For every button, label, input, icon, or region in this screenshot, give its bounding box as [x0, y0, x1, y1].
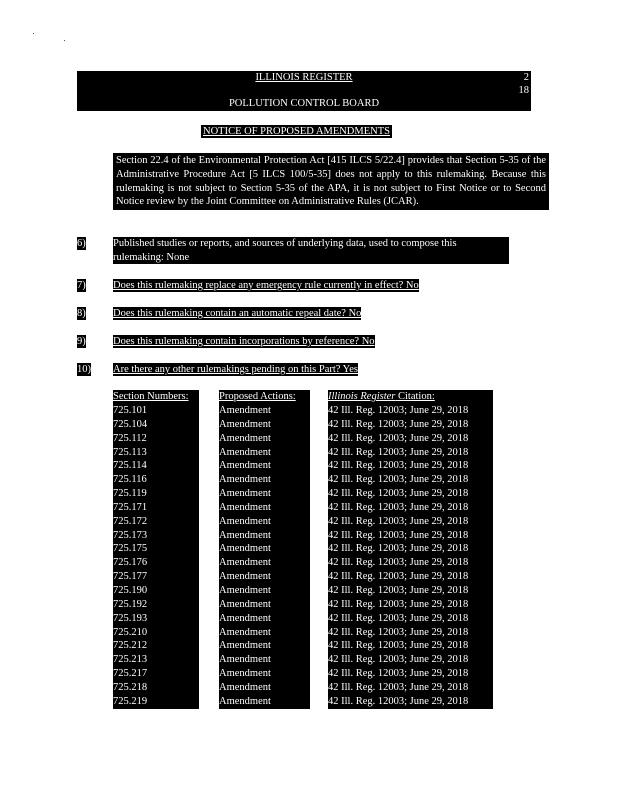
- citation-cell: 42 Ill. Reg. 12003; June 29, 2018: [328, 418, 469, 430]
- citation-cell: 42 Ill. Reg. 12003; June 29, 2018: [328, 488, 469, 500]
- page-number-a: 2: [523, 72, 529, 83]
- scan-speck: [33, 33, 34, 34]
- section-number-cell: 725.173: [113, 529, 148, 541]
- section-number-cell: 725.219: [113, 695, 148, 707]
- section-number-cell: 725.217: [113, 668, 148, 680]
- proposed-action-cell: Amendment: [219, 432, 271, 444]
- citation-cell: 42 Ill. Reg. 12003; June 29, 2018: [328, 460, 469, 472]
- item-number: 7): [77, 280, 86, 291]
- citation-column: [328, 390, 493, 709]
- notice-title: NOTICE OF PROPOSED AMENDMENTS: [203, 126, 390, 137]
- proposed-action-cell: Amendment: [219, 640, 271, 652]
- section-number-cell: 725.101: [113, 405, 148, 416]
- proposed-action-cell: Amendment: [219, 515, 271, 527]
- section-number-cell: 725.171: [113, 501, 148, 513]
- proposed-action-cell: Amendment: [219, 626, 271, 638]
- item-number: 10): [77, 364, 91, 375]
- proposed-actions-header: Proposed Actions:: [219, 391, 296, 402]
- section-numbers-column: [113, 390, 199, 709]
- item-number: 6): [77, 238, 86, 249]
- citation-cell: 42 Ill. Reg. 12003; June 29, 2018: [328, 668, 469, 680]
- citation-header-rest: Citation:: [395, 391, 435, 402]
- citation-cell: 42 Ill. Reg. 12003; June 29, 2018: [328, 695, 469, 707]
- citation-cell: 42 Ill. Reg. 12003; June 29, 2018: [328, 557, 469, 569]
- proposed-action-cell: Amendment: [219, 612, 271, 624]
- item-text: Does this rulemaking contain an automatic repeal date? No: [113, 308, 362, 319]
- citation-header: [328, 390, 493, 404]
- scan-speck: [64, 40, 65, 41]
- section-number-cell: 725.190: [113, 584, 148, 596]
- citation-cell: 42 Ill. Reg. 12003; June 29, 2018: [328, 681, 469, 693]
- proposed-action-cell: Amendment: [219, 598, 271, 610]
- citation-cell: 42 Ill. Reg. 12003; June 29, 2018: [328, 571, 469, 583]
- citation-cell: 42 Ill. Reg. 12003; June 29, 2018: [328, 584, 469, 596]
- citation-cell: 42 Ill. Reg. 12003; June 29, 2018: [328, 612, 469, 624]
- section-number-cell: 725.192: [113, 598, 148, 610]
- proposed-action-cell: Amendment: [219, 446, 271, 458]
- citation-cell: 42 Ill. Reg. 12003; June 29, 2018: [328, 501, 469, 513]
- section-number-cell: 725.175: [113, 543, 148, 555]
- section-number-cell: 725.172: [113, 515, 148, 527]
- citation-cell: 42 Ill. Reg. 12003; June 29, 2018: [328, 529, 469, 541]
- citation-cell: 42 Ill. Reg. 12003; June 29, 2018: [328, 446, 469, 458]
- header-bar-bottom: [77, 84, 531, 111]
- section-number-cell: 725.176: [113, 557, 148, 569]
- proposed-action-cell: Amendment: [219, 529, 271, 541]
- section-number-cell: 725.177: [113, 571, 148, 583]
- proposed-action-cell: Amendment: [219, 501, 271, 513]
- proposed-action-cell: Amendment: [219, 681, 271, 693]
- section-number-cell: 725.104: [113, 418, 148, 430]
- section-number-cell: 725.218: [113, 681, 148, 693]
- section-numbers-header: Section Numbers:: [113, 391, 189, 402]
- section-number-cell: 725.119: [113, 488, 147, 500]
- section-number-cell: 725.114: [113, 460, 147, 472]
- section-number-cell: 725.212: [113, 640, 148, 652]
- board-title: POLLUTION CONTROL BOARD: [228, 98, 380, 109]
- proposed-action-cell: Amendment: [219, 460, 271, 472]
- citation-cell: 42 Ill. Reg. 12003; June 29, 2018: [328, 543, 469, 555]
- item-text: Published studies or reports, and sources of underlying data, used to compose this rulemaking: None: [113, 237, 509, 264]
- proposed-action-cell: Amendment: [219, 695, 271, 707]
- proposed-action-cell: Amendment: [219, 474, 271, 486]
- item-number: 8): [77, 308, 86, 319]
- proposed-action-cell: Amendment: [219, 654, 271, 666]
- proposed-action-cell: Amendment: [219, 543, 271, 555]
- citation-cell: 42 Ill. Reg. 12003; June 29, 2018: [328, 405, 469, 416]
- citation-cell: 42 Ill. Reg. 12003; June 29, 2018: [328, 640, 469, 652]
- section-number-cell: 725.112: [113, 432, 147, 444]
- proposed-action-cell: Amendment: [219, 488, 271, 500]
- proposed-actions-column: [219, 390, 310, 709]
- proposed-action-cell: Amendment: [219, 668, 271, 680]
- item-text: Are there any other rulemakings pending on this Part? Yes: [113, 364, 358, 375]
- section-number-cell: 725.193: [113, 612, 148, 624]
- proposed-action-cell: Amendment: [219, 405, 271, 416]
- item-number: 9): [77, 336, 86, 347]
- citation-cell: 42 Ill. Reg. 12003; June 29, 2018: [328, 598, 469, 610]
- page-number-b: 18: [518, 85, 529, 96]
- header-bar-top: [77, 71, 531, 84]
- section-number-cell: 725.116: [113, 474, 147, 486]
- proposed-action-cell: Amendment: [219, 418, 271, 430]
- proposed-action-cell: Amendment: [219, 557, 271, 569]
- citation-cell: 42 Ill. Reg. 12003; June 29, 2018: [328, 515, 469, 527]
- section-number-cell: 725.113: [113, 446, 147, 458]
- citation-cell: 42 Ill. Reg. 12003; June 29, 2018: [328, 654, 469, 666]
- citation-cell: 42 Ill. Reg. 12003; June 29, 2018: [328, 432, 469, 444]
- citation-cell: 42 Ill. Reg. 12003; June 29, 2018: [328, 474, 469, 486]
- register-title: ILLINOIS REGISTER: [255, 72, 353, 83]
- item-text: Does this rulemaking replace any emergency rule currently in effect? No: [113, 280, 419, 291]
- intro-paragraph: Section 22.4 of the Environmental Protection Act [415 ILCS 5/22.4] provides that Section 5-35 of the Administrative Procedure Act [5 ILCS 100/5-35] does not apply to this rulemaking. Because this rulemaking is not subject to Section 5-35 of the APA, it is not subject to First Notice or to Second Notice review by the Joint Committee on Administrative Rules (JCAR).: [113, 153, 549, 210]
- section-number-cell: 725.213: [113, 654, 148, 666]
- proposed-action-cell: Amendment: [219, 584, 271, 596]
- citation-header-italic: Illinois Register: [328, 391, 396, 402]
- citation-cell: 42 Ill. Reg. 12003; June 29, 2018: [328, 626, 469, 638]
- proposed-action-cell: Amendment: [219, 571, 271, 583]
- item-text: Does this rulemaking contain incorporations by reference? No: [113, 336, 375, 347]
- section-number-cell: 725.210: [113, 626, 148, 638]
